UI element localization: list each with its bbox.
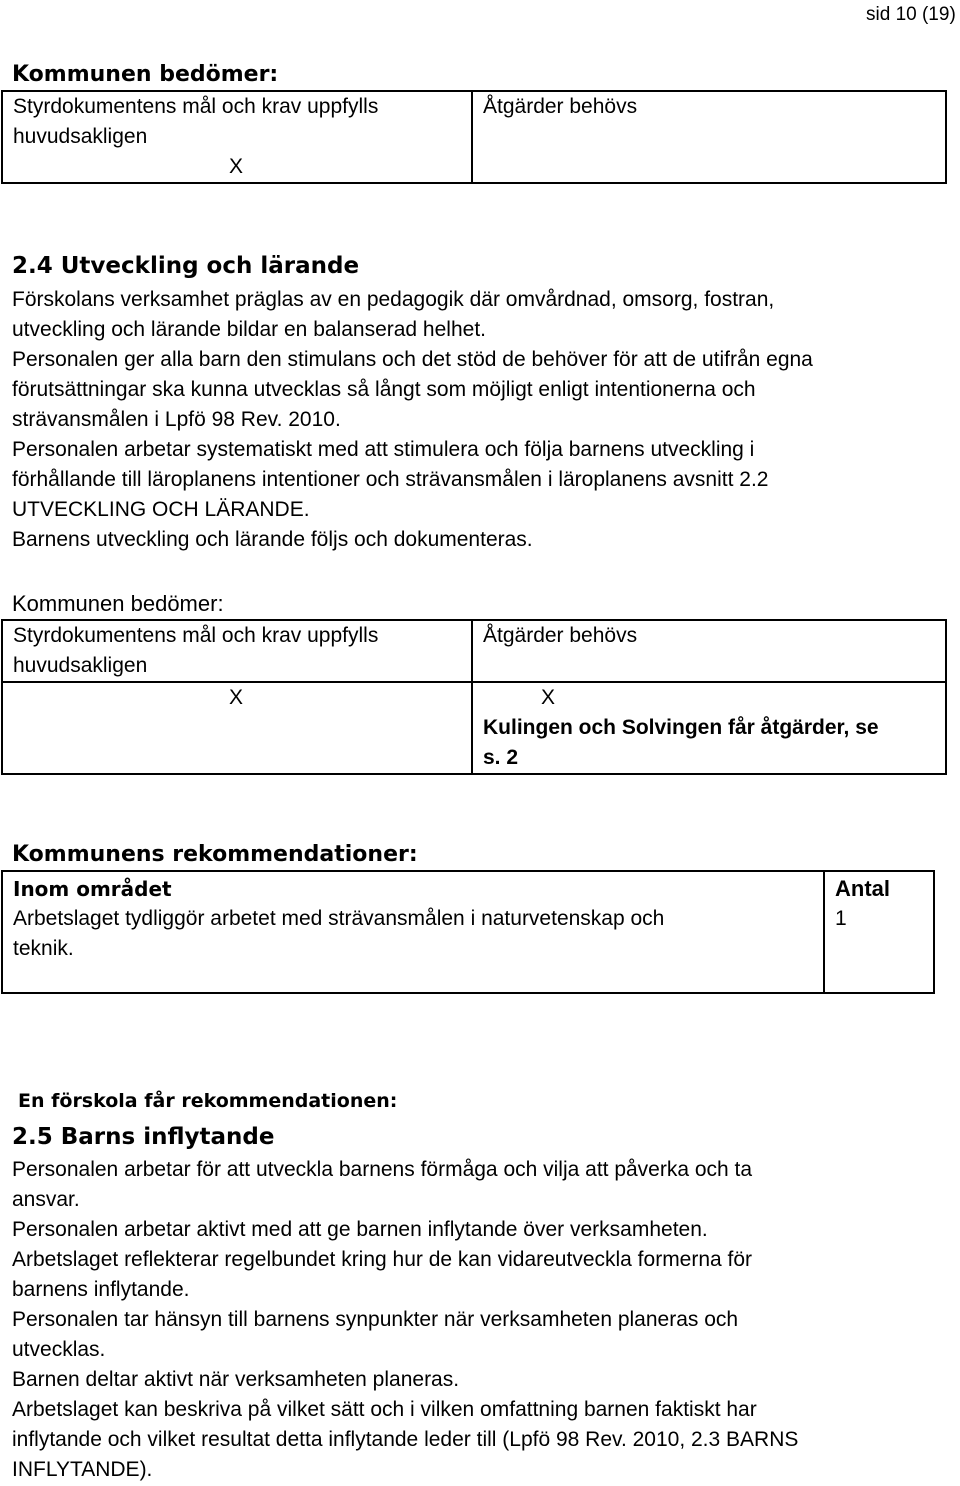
assessment-cell-fulfilled-mark [2, 682, 472, 774]
assessment-cell-fulfilled-label [2, 620, 472, 682]
body-line: inflytande och vilket resultat detta inflytande leder till (Lpfö 98 Rev. 2010, 2.3 BARNS [12, 1428, 799, 1451]
section-title-2-4: 2.4 Utveckling och lärande [12, 253, 360, 279]
body-line: INFLYTANDE). [12, 1458, 153, 1481]
body-line: Personalen arbetar för att utveckla barnens förmåga och vilja att påverka och ta [12, 1158, 753, 1181]
assessment-cell-actions-mark [472, 682, 946, 774]
page-number: sid 10 (19) [866, 4, 956, 25]
section-body-2-5 [12, 1155, 798, 1485]
assessment-table-1 [1, 90, 947, 184]
body-line: Arbetslaget kan beskriva på vilket sätt och i vilken omfattning barnen faktiskt har [12, 1398, 757, 1421]
count-col-header: Antal [835, 876, 890, 901]
recommendation-count-cell [824, 871, 934, 993]
fulfilled-label-line2: huvudsakligen [13, 125, 148, 148]
assessment-cell-fulfilled [2, 91, 472, 183]
section-body-2-4 [12, 285, 813, 555]
fulfilled-label-line1: Styrdokumentens mål och krav uppfylls [13, 95, 379, 118]
body-line: Barnens utveckling och lärande följs och dokumenteras. [12, 528, 533, 551]
body-line: förutsättningar ska kunna utvecklas så långt som möjligt enligt intentionerna och [12, 378, 756, 401]
body-line: förhållande till läroplanens intentioner och strävansmålen i läroplanens avsnitt 2.2 [12, 468, 769, 491]
body-line: Förskolans verksamhet präglas av en pedagogik där omvårdnad, omsorg, fostran, [12, 288, 775, 311]
actions-note-line1: Kulingen och Solvingen får åtgärder, se [483, 716, 879, 739]
actions-label: Åtgärder behövs [483, 624, 638, 647]
actions-mark: X [541, 686, 556, 709]
recommendations-heading: Kommunens rekommendationer: [12, 842, 418, 867]
one-preschool-note: En förskola får rekommendationen: [18, 1090, 398, 1112]
recommendation-line2: teknik. [13, 937, 74, 960]
recommendation-count: 1 [835, 907, 847, 930]
body-line: Personalen arbetar aktivt med att ge barnen inflytande över verksamheten. [12, 1218, 708, 1241]
assessment-heading-2: Kommunen bedömer: [12, 591, 224, 616]
fulfilled-label-line2: huvudsakligen [13, 654, 148, 677]
section-title-2-5: 2.5 Barns inflytande [12, 1124, 275, 1150]
actions-label: Åtgärder behövs [483, 95, 638, 118]
body-line: strävansmålen i Lpfö 98 Rev. 2010. [12, 408, 341, 431]
body-line: utvecklas. [12, 1338, 106, 1361]
fulfilled-mark: X [229, 155, 244, 178]
fulfilled-mark: X [229, 686, 244, 709]
body-line: utveckling och lärande bildar en balanserad helhet. [12, 318, 486, 341]
recommendations-table [1, 870, 935, 994]
assessment-heading-1: Kommunen bedömer: [12, 62, 279, 87]
recommendations-col-header: Inom området [13, 877, 172, 901]
recommendation-line1: Arbetslaget tydliggör arbetet med strävansmålen i naturvetenskap och [13, 907, 665, 930]
fulfilled-label-line1: Styrdokumentens mål och krav uppfylls [13, 624, 379, 647]
recommendation-cell [2, 871, 824, 993]
body-line: ansvar. [12, 1188, 80, 1211]
body-line: Personalen ger alla barn den stimulans och det stöd de behöver för att de utifrån egna [12, 348, 813, 371]
body-line: UTVECKLING OCH LÄRANDE. [12, 498, 310, 521]
actions-note-line2: s. 2 [483, 746, 519, 769]
assessment-table-2 [1, 619, 947, 775]
body-line: Barnen deltar aktivt när verksamheten planeras. [12, 1368, 460, 1391]
body-line: barnens inflytande. [12, 1278, 190, 1301]
body-line: Personalen arbetar systematiskt med att stimulera och följa barnens utveckling i [12, 438, 755, 461]
body-line: Arbetslaget reflekterar regelbundet kring hur de kan vidareutveckla formerna för [12, 1248, 753, 1271]
assessment-cell-actions-label [472, 620, 946, 682]
assessment-cell-actions [472, 91, 946, 183]
body-line: Personalen tar hänsyn till barnens synpunkter när verksamheten planeras och [12, 1308, 739, 1331]
